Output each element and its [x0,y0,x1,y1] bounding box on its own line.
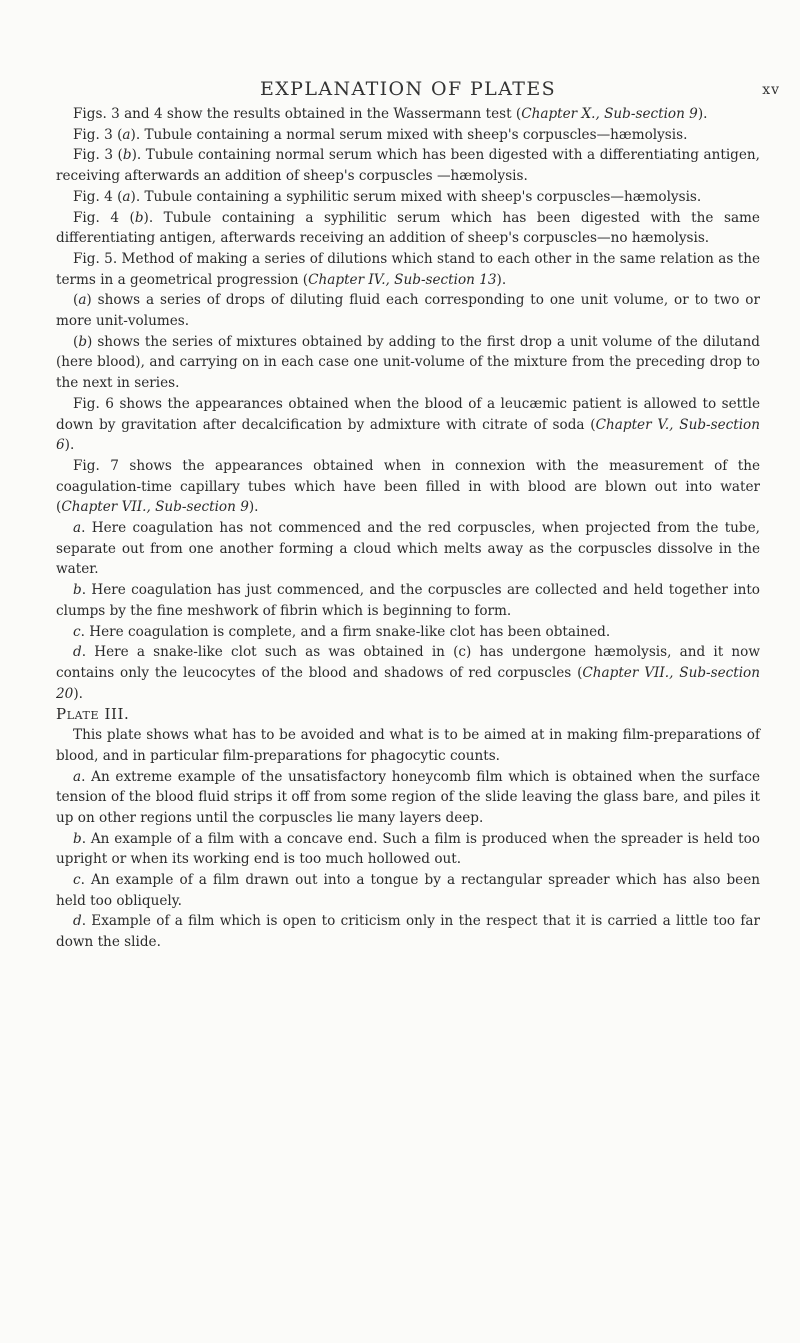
italic-text: d [73,644,82,661]
paragraph [56,145,760,186]
italic-text: b [73,830,82,847]
plate-heading: Plate III. [56,705,130,724]
paragraph [56,725,760,766]
paragraph [56,767,760,829]
text-run: ). Tubule containing a normal serum mixed with sheep's corpuscles—hæmolysis. [130,126,688,143]
text-run: This plate shows what has to be avoided and what is to be aimed at in making film-preparations of blood, and in particular film-preparations for phagocytic counts. [56,727,760,764]
paragraph [56,125,760,146]
italic-text: c [73,872,81,889]
italic-text: a [78,292,87,309]
plate-paragraphs [56,725,760,953]
italic-text: Chapter X., Sub-section 9 [521,106,698,122]
text-run: . Here coagulation has just commenced, and the corpuscles are collected and held together into clumps by the fine meshwork of fibrin which is beginning to form. [56,582,760,619]
text-run: Fig. 3 ( [73,147,123,164]
text-run: . An extreme example of the unsatisfactory honeycomb film which is obtained when the surface tension of the blood fluid strips it off from some region of the slide leaving the glass bare, and piles it up on other regions until the corpuscles lie many layers deep. [56,768,760,826]
document-page [56,0,780,953]
page-number: xv [762,82,780,98]
paragraph [56,580,760,621]
italic-text: b [73,582,82,599]
text-run: ). [496,271,507,288]
body-text [56,104,760,953]
italic-text: a [122,188,131,205]
paragraph [56,911,760,952]
text-run: Fig. 6 shows the appearances obtained when the blood of a leucæmic patient is allowed to settle down by gravitation after decalcification by admixture with citrate of soda ( [56,395,760,433]
paragraph [56,870,760,911]
italic-text: b [134,209,144,226]
italic-text: b [122,147,132,164]
italic-text: a [73,768,82,785]
text-run: Fig. 4 ( [73,188,123,205]
text-run: . An example of a film drawn out into a tongue by a rectangular spreader which has also been held too obliquely. [56,872,760,909]
text-run: ). [248,499,259,516]
italic-text: c [73,623,81,640]
paragraph [56,829,760,870]
text-run: Fig. 7 shows the appearances obtained when in connexion with the measurement of the coagulation-time capillary tubes which have been filled in with blood are blown out into water ( [56,457,760,516]
text-run: Fig. 4 ( [73,209,135,226]
paragraph [56,518,760,580]
text-run: . Here coagulation has not commenced and the red corpuscles, when projected from the tube, separate out from one another forming a cloud which melts away as the corpuscles dissolve in the water. [56,520,760,578]
explanation-paragraphs [56,104,760,704]
paragraph [56,249,760,290]
paragraph [56,104,760,125]
paragraph [56,290,760,331]
text-run: Fig. 3 ( [73,126,123,143]
paragraph [56,187,760,208]
text-run: ). [64,437,75,454]
page-header [56,0,780,104]
paragraph [56,332,760,394]
paragraph [56,622,760,643]
paragraph [56,208,760,249]
italic-text: Chapter IV., Sub-section 13 [308,271,497,288]
italic-text: a [122,126,131,143]
italic-text: Chapter VII., Sub-section 20 [56,664,760,702]
text-run: ) shows a series of drops of diluting fluid each corresponding to one unit volume, or to two or more unit-volumes. [56,292,760,330]
text-run: . An example of a film with a concave end. Such a film is produced when the spreader is held too upright or when its working end is too much hollowed out. [56,830,760,868]
text-run: ( [73,292,79,309]
text-run: . Here a snake-like clot such as was obtained in (c) has undergone hæmolysis, and it now contains only the leucocytes of the blood and shadows of red corpuscles ( [56,644,760,681]
text-run: . Here coagulation is complete, and a firm snake-like clot has been obtained. [80,623,611,640]
text-run: ). [697,106,708,122]
italic-text: b [78,333,88,350]
italic-text: a [73,520,82,537]
text-run: ). [73,685,83,702]
paragraph [56,642,760,704]
running-title: EXPLANATION OF PLATES [259,78,557,100]
paragraph [56,394,760,456]
text-run: ) shows the series of mixtures obtained by adding to the first drop a unit volume of the dilutand (here blood), and carrying on in each case one unit-volume of the mixture from the preceding drop to the next in series. [56,333,760,392]
text-run: ( [73,333,79,350]
text-run: . Example of a film which is open to criticism only in the respect that it is carried a little too far down the slide. [56,913,760,951]
italic-text: d [73,913,82,930]
italic-text: Chapter VII., Sub-section 9 [61,499,249,516]
text-run: ). Tubule containing normal serum which has been digested with a differentiating antigen, receiving afterwards an addition of sheep's corpuscles —hæmolysis. [56,147,760,185]
text-run: Fig. 5. Method of making a series of dilutions which stand to each other in the same relation as the terms in a geometrical progression ( [56,250,760,288]
paragraph [56,456,760,518]
text-run: ). Tubule containing a syphilitic serum which has been digested with the same differentiating antigen, afterwards receiving an addition of sheep's corpuscles—no hæmolysis. [56,209,760,247]
text-run: ). Tubule containing a syphilitic serum mixed with sheep's corpuscles—hæmolysis. [130,188,702,205]
italic-text: Chapter V., Sub-section 6 [56,416,760,454]
text-run: Figs. 3 and 4 show the results obtained in the Wassermann test ( [73,106,522,122]
